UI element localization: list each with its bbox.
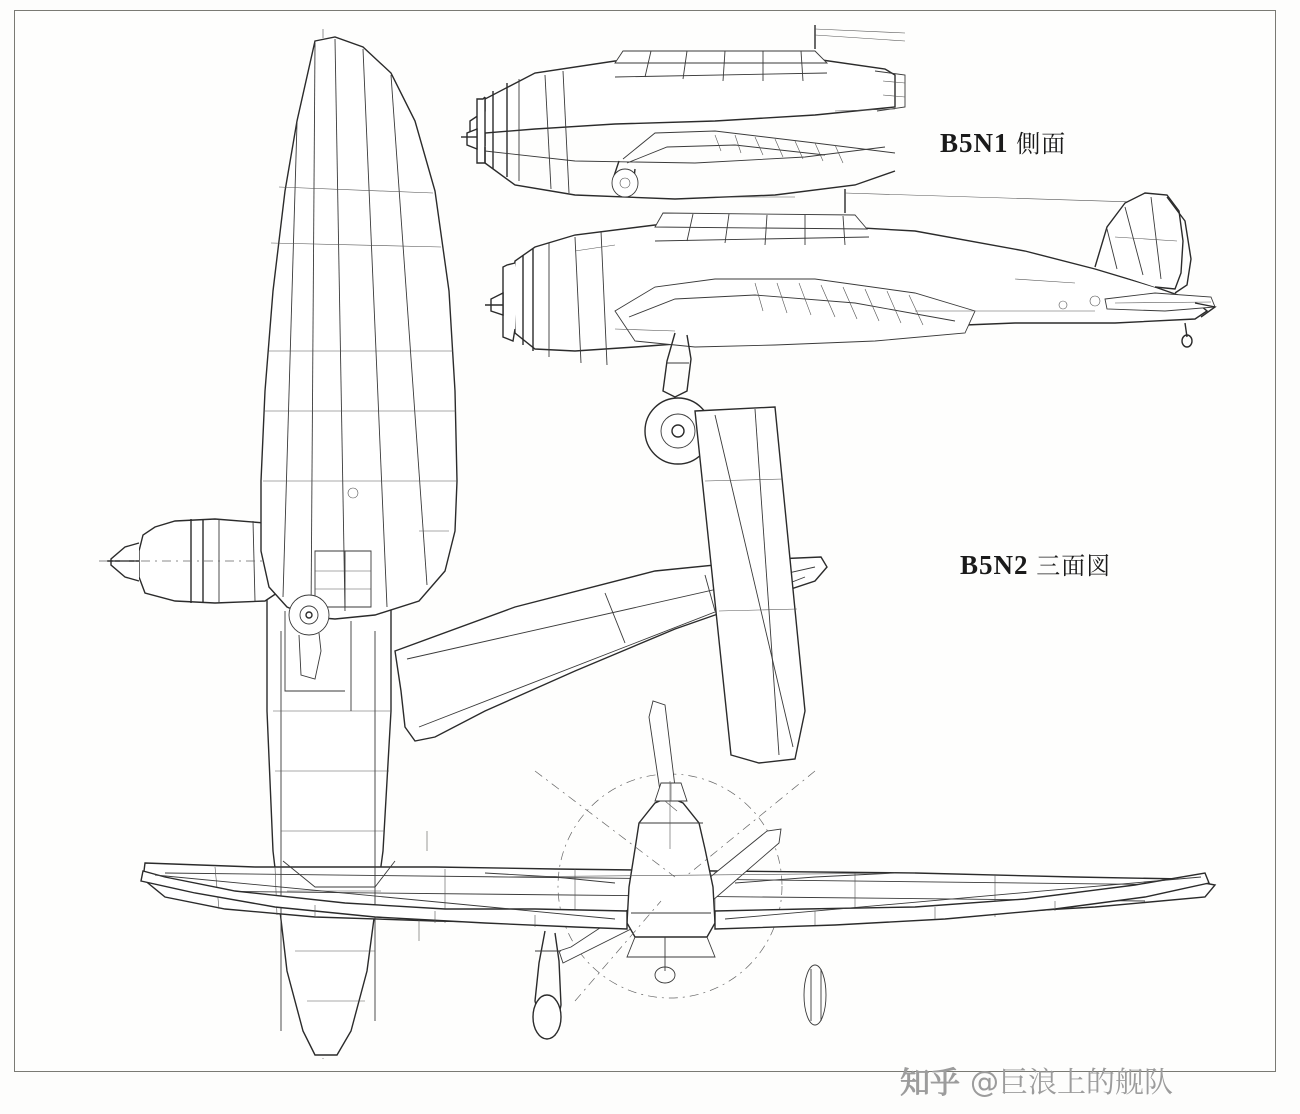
label-b5n1-prefix: B5N1 [940, 128, 1009, 158]
label-b5n1-side [940, 124, 1066, 159]
watermark [900, 1058, 1173, 1102]
label-b5n1-suffix: 側面 [1016, 130, 1067, 158]
b5n2-side-profile-view [485, 189, 1215, 464]
label-b5n2-three-view [960, 546, 1111, 581]
b5n1-side-profile-view [461, 25, 905, 199]
aircraft-three-view-drawing [15, 11, 1277, 1073]
drawing-frame [14, 10, 1276, 1072]
label-b5n2-suffix: 三面図 [1036, 552, 1112, 580]
zhihu-logo-text: 知乎 [900, 1066, 960, 1101]
label-b5n2-prefix: B5N2 [960, 550, 1029, 580]
watermark-handle: @巨浪上的舰队 [970, 1064, 1174, 1099]
